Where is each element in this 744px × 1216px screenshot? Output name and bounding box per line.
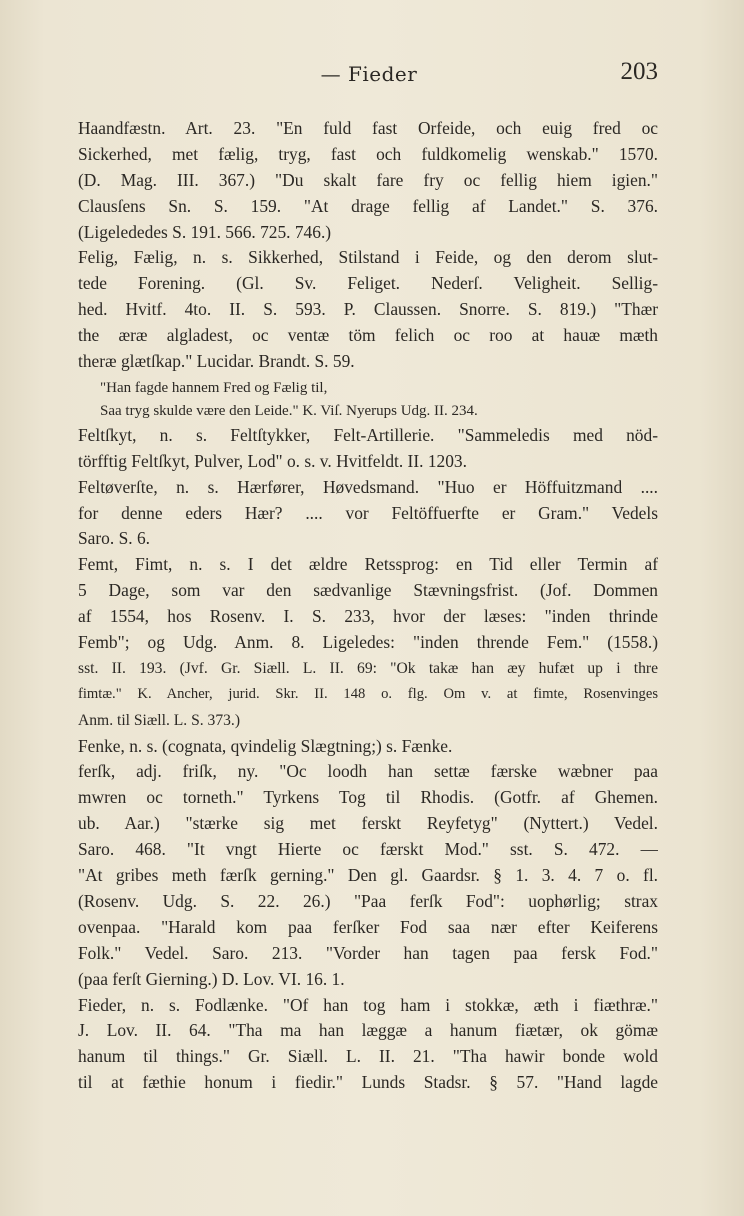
text-line: "At gribes meth færſk gerning." Den gl. Gaardsr. § 1. 3. 4. 7 o. fl. — [78, 865, 658, 886]
entry-felig: Felig, Fælig, n. s. Sikkerhed, Stilstand i Feide, og den derom slut- — [78, 247, 658, 268]
text-line: sst. II. 193. (Jvf. Gr. Siæll. L. II. 69: "Ok takæ han æy hufæt up i thre — [78, 659, 658, 677]
entry-fenke: Fenke, n. s. (cognata, qvindelig Slægtning;) s. Fænke. — [78, 735, 453, 756]
text-line: törfftig Feltſkyt, Pulver, Lod" o. s. v. Hvitfeldt. II. 1203. — [78, 450, 467, 471]
text-line: theræ glætſkap." Lucidar. Brandt. S. 59. — [78, 351, 355, 372]
running-title: — Fieder — [320, 62, 418, 86]
entry-fieder: Fieder, n. s. Fodlænke. "Of han tog ham i stokkæ, æth i fiæthræ." — [78, 994, 658, 1015]
entry-femt: Femt, Fimt, n. s. I det ældre Retssprog: en Tid eller Termin af — [78, 554, 658, 575]
text-line: Sickerhed, met fælig, tryg, fast och fuldkomelig wenskab." 1570. — [78, 143, 658, 164]
text-line: hed. Hvitf. 4to. II. S. 593. P. Claussen. Snorre. S. 819.) "Thær — [78, 299, 658, 320]
entry-feltoverste: Feltøverſte, n. s. Hærfører, Høvedsmand. "Huo er Höffuitzmand .... — [78, 476, 658, 497]
dictionary-text — [78, 116, 658, 1096]
text-line: fimtæ." K. Ancher, jurid. Skr. II. 148 o. flg. Om v. at fimte, Rosenvinges — [78, 685, 658, 702]
verse-quote-line: "Han fagde hannem Fred og Fælig til, — [100, 379, 328, 396]
text-line: (Rosenv. Udg. S. 22. 26.) "Paa ferſk Fod": uophørlig; strax — [78, 890, 658, 911]
text-line: til at fæthie honum i fiedir." Lunds Stadsr. § 57. "Hand lagde — [78, 1072, 658, 1093]
text-line: hanum til things." Gr. Siæll. L. II. 21. "Tha hawir bonde wold — [78, 1046, 658, 1067]
verse-quote-line: Saa tryg skulde være den Leide." K. Viſ. Nyerups Udg. II. 234. — [100, 402, 478, 419]
text-line: 5 Dage, som var den sædvanlige Stævningsfrist. (Jof. Dommen — [78, 580, 658, 601]
text-line: ovenpaa. "Harald kom paa ferſker Fod saa nær efter Keiferens — [78, 916, 658, 937]
text-line: Folk." Vedel. Saro. 213. "Vorder han tagen paa fersk Fod." — [78, 942, 658, 963]
text-line: Anm. til Siæll. L. S. 373.) — [78, 711, 241, 729]
entry-feltskyt: Feltſkyt, n. s. Feltſtykker, Felt-Artillerie. "Sammeledis med nöd- — [78, 424, 658, 445]
text-line: af 1554, hos Rosenv. I. S. 233, hvor der læses: "inden thrinde — [78, 606, 658, 627]
text-line: (D. Mag. III. 367.) "Du skalt fare fry oc fellig hiem igien." — [78, 169, 658, 190]
text-line: (paa ferſt Gierning.) D. Lov. VI. 16. 1. — [78, 968, 345, 989]
text-line: (Ligelededes S. 191. 566. 725. 746.) — [78, 221, 332, 242]
text-line: ub. Aar.) "stærke sig met ferskt Reyfetyg" (Nyttert.) Vedel. — [78, 813, 658, 834]
text-line: tede Forening. (Gl. Sv. Feliget. Nederſ. Veligheit. Sellig- — [78, 273, 658, 294]
text-line: mwren oc torneth." Tyrkens Tog til Rhodis. (Gotfr. af Ghemen. — [78, 787, 658, 808]
text-line: Saro. S. 6. — [78, 528, 150, 549]
page-header — [80, 58, 658, 92]
text-line: Haandfæstn. Art. 23. "En fuld fast Orfeide, och euig fred oc — [78, 118, 658, 138]
text-line: Femb"; og Udg. Anm. 8. Ligeledes: "inden thrende Fem." (1558.) — [78, 632, 658, 653]
text-line: J. Lov. II. 64. "Tha ma han læggæ a hanum fiætær, ok gömæ — [78, 1020, 658, 1041]
page-number: 203 — [620, 58, 658, 85]
text-line: Saro. 468. "It vngt Hierte oc færskt Mod." sst. S. 472. — — [78, 839, 658, 860]
text-line: the æræ algladest, oc ventæ töm felich oc roo at hauæ mæth — [78, 325, 658, 346]
text-line: for denne eders Hær? .... vor Feltöffuerfte er Gram." Vedels — [78, 502, 658, 523]
text-line: Clausſens Sn. S. 159. "At drage fellig af Landet." S. 376. — [78, 195, 658, 216]
entry-fersk: ferſk, adj. friſk, ny. "Oc loodh han settæ færske wæbner paa — [78, 761, 658, 782]
